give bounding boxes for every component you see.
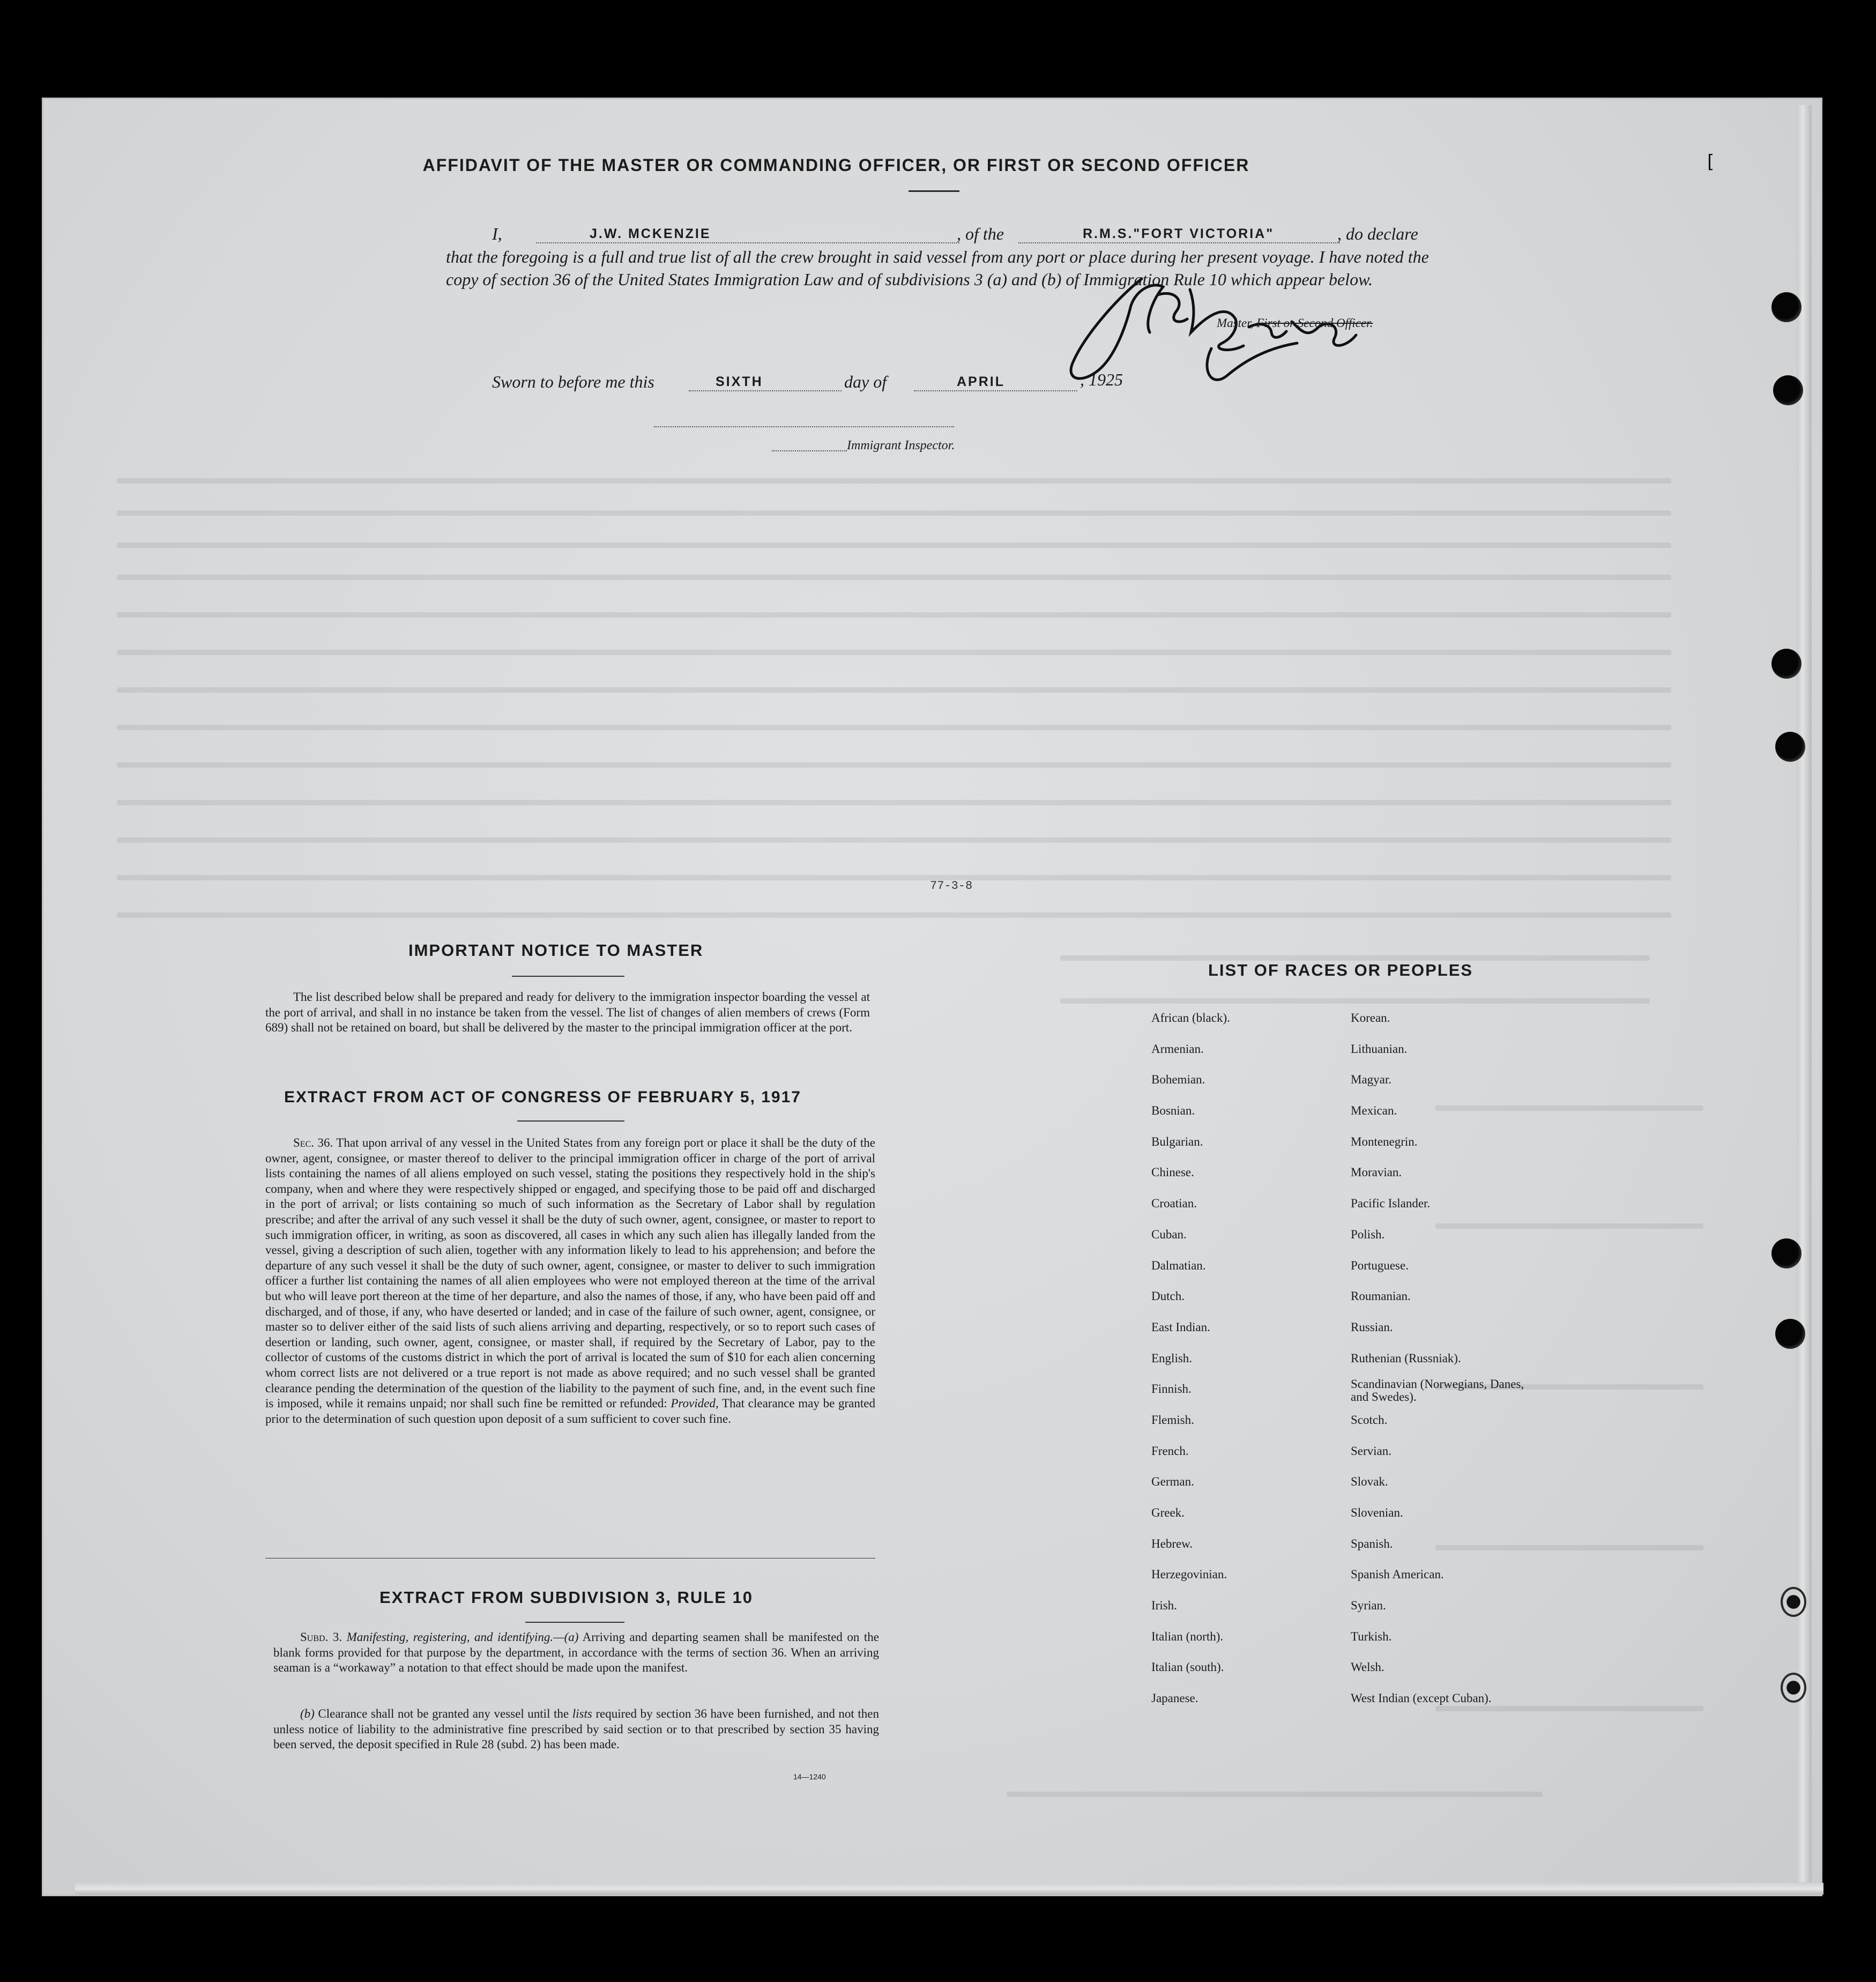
inspector-caption-line: [772, 450, 847, 451]
race-item: Syrian.: [1351, 1599, 1386, 1613]
race-item: Flemish.: [1151, 1413, 1194, 1427]
race-item: Lithuanian.: [1351, 1042, 1408, 1056]
act-extract-rule: [517, 1120, 624, 1122]
race-item: Cuban.: [1151, 1227, 1187, 1241]
signature-caption-struck: First or Second Officer.: [1256, 316, 1373, 330]
vessel-name-line: [1018, 242, 1340, 243]
race-item: Spanish American.: [1351, 1568, 1444, 1582]
binder-hole-icon: [1771, 649, 1801, 679]
race-item: Chinese.: [1151, 1166, 1194, 1179]
race-item: Turkish.: [1351, 1629, 1392, 1643]
rule-extract-rule: [525, 1622, 624, 1623]
race-item: Herzegovinian.: [1151, 1568, 1227, 1582]
notice-title: IMPORTANT NOTICE TO MASTER: [408, 941, 704, 960]
race-item: Finnish.: [1151, 1382, 1192, 1396]
signature-caption: [1217, 316, 1373, 330]
race-item: Dalmatian.: [1151, 1258, 1206, 1272]
race-item: Ruthenian (Russniak).: [1351, 1351, 1461, 1365]
notice-text: The list described below shall be prepared and ready for delivery to the immigration inspector boarding the vessel at the port of arrival, and shall in no instance be taken from the vessel. The list of changes of alien members of crews (Form 689) shall not be retained on board, but shall be delivered by the master to the principal immigration officer at the port.: [265, 990, 870, 1035]
rule-extract-text-b: [273, 1706, 879, 1753]
affidavit-of-the: , of the: [957, 224, 1004, 243]
race-item: Italian (north).: [1151, 1629, 1224, 1643]
race-item: Armenian.: [1151, 1042, 1204, 1056]
race-item: Magyar.: [1351, 1073, 1392, 1087]
master-name-line: [536, 242, 959, 243]
affidavit-body: that the foregoing is a full and true list of all the crew brought in said vessel from any port or place during her present voyage. I have noted the copy of section 36 of the United States Immigration Law and of subdivisions 3 (a) and (b) of Immigration Rule 10 which appear below.: [446, 247, 1429, 289]
affidavit-do-declare: , do declare: [1337, 224, 1418, 243]
sworn-prefix: Sworn to before me this: [492, 372, 654, 391]
binder-hole-icon: [1775, 1319, 1805, 1349]
faint-stamp: 77-3-8: [930, 879, 973, 893]
inspector-caption: Immigrant Inspector.: [847, 439, 955, 452]
sworn-year: , 1925: [1080, 370, 1123, 389]
corner-bracket-mark: [: [1707, 151, 1715, 173]
races-column-1: [1151, 1003, 1230, 1714]
race-item: Mexican.: [1351, 1104, 1397, 1118]
section-label: Sec. 36.: [293, 1136, 333, 1149]
sworn-day: SIXTH: [716, 374, 763, 389]
race-item: Croatian.: [1151, 1197, 1197, 1211]
race-item: French.: [1151, 1444, 1189, 1458]
race-item: Bosnian.: [1151, 1104, 1195, 1118]
provided-label: Provided,: [671, 1397, 719, 1411]
form-number: 14—1240: [793, 1772, 826, 1781]
race-item: Scandinavian (Norwegians, Danes, and Swedes).: [1351, 1377, 1524, 1404]
inspector-signature-line: [654, 426, 954, 427]
binder-hole-icon: [1775, 732, 1805, 762]
sworn-day-line: [689, 390, 842, 391]
race-item: West Indian (except Cuban).: [1351, 1691, 1492, 1705]
race-item: Bulgarian.: [1151, 1134, 1203, 1148]
race-item: Spanish.: [1351, 1536, 1393, 1550]
binder-hole-icon: [1771, 292, 1801, 322]
race-item: African (black).: [1151, 1011, 1230, 1025]
race-item: Hebrew.: [1151, 1536, 1193, 1550]
subd-a-label: —(a): [553, 1630, 579, 1644]
act-extract-title: EXTRACT FROM ACT OF CONGRESS OF FEBRUARY 5, 1917: [284, 1088, 801, 1106]
race-item: Dutch.: [1151, 1289, 1185, 1303]
subd-b-label: (b): [300, 1707, 315, 1720]
race-item: Pacific Islander.: [1351, 1197, 1431, 1211]
vessel-name: R.M.S."FORT VICTORIA": [1083, 226, 1275, 241]
race-item: Slovak.: [1351, 1475, 1388, 1489]
race-item: Scotch.: [1351, 1413, 1388, 1427]
page-edge: [1797, 105, 1812, 1882]
race-item: Bohemian.: [1151, 1073, 1205, 1087]
race-item: East Indian.: [1151, 1320, 1210, 1334]
rule-extract-text: [273, 1630, 879, 1676]
binder-hole-icon: [1781, 1673, 1806, 1703]
race-item: Roumanian.: [1351, 1289, 1411, 1303]
race-item: Servian.: [1351, 1444, 1392, 1458]
subd-b-text-1: Clearance shall not be granted any vessel until the: [318, 1707, 569, 1720]
binder-hole-icon: [1771, 1238, 1801, 1268]
section-text: That upon arrival of any vessel in the United States from any foreign port or place it shall be the duty of the owner, agent, consignee, or master thereof to deliver to the principal immigration officer in charge of the port of arrival lists containing the names of all aliens employed on such vessel, stating the positions they respectively hold in the ship's company, when and where they were respectively shipped or engaged, and specifying those to be paid off and discharged in the port of arrival; or lists containing so much of such information as the Secretary of Labor shall by regulation prescribe; and after the arrival of any such vessel it shall be the duty of such owner, agent, consignee, or master to report to such immigration officer, in writing, as soon as discovered, all cases in which any such alien has illegally landed from the vessel, giving a description of such alien, together with any information likely to lead to his apprehension; and before the departure of any such vessel it shall be the duty of such owner, agent, consignee, or master to deliver to such immigration officer a further list containing the names of all alien employees who were not employed thereon at the time of the arrival but who will leave port thereon at the time of her departure, and also the names of those, if any, who have been paid off and discharged, and of those, if any, who have deserted or landed; and in case of the failure of such owner, agent, consignee, or master so to deliver either of the said lists of such aliens arriving and departing, respectively, or so to report such cases of desertion or landing, such owner, agent, consignee, or master shall, if required by the Secretary of Labor, pay to the collector of customs of the customs district in which the port of arrival is located the sum of $10 for each alien concerning whom correct lists are not delivered or a true report is not made as above required; and no such vessel shall be granted clearance pending the determination of the question of the liability to the payment of such fine, and, in the event such fine is imposed, while it remains unpaid; nor shall such fine be remitted or refunded:: [265, 1136, 875, 1411]
rule-extract-title: EXTRACT FROM SUBDIVISION 3, RULE 10: [379, 1588, 753, 1607]
race-item: Portuguese.: [1351, 1258, 1409, 1272]
affidavit-title: AFFIDAVIT OF THE MASTER OR COMMANDING OFFICER, OR FIRST OR SECOND OFFICER: [422, 155, 1250, 175]
title-rule: [909, 190, 959, 192]
races-title: LIST OF RACES OR PEOPLES: [1208, 961, 1473, 979]
race-item: English.: [1151, 1351, 1193, 1365]
subd-heading: Manifesting, registering, and identifying.: [346, 1630, 554, 1644]
signature-caption-master: Master,: [1217, 316, 1254, 330]
master-name: J.W. MCKENZIE: [590, 226, 711, 241]
section-text-end: That clearance may be granted prior to the determination of such question upon deposit of a sum sufficient to cover such fine.: [265, 1397, 875, 1426]
notice-title-rule: [512, 976, 624, 977]
sworn-day-of: day of: [844, 372, 887, 391]
sworn-month-line: [914, 390, 1077, 391]
race-item: Irish.: [1151, 1599, 1177, 1613]
race-item: Welsh.: [1351, 1660, 1384, 1674]
race-item: German.: [1151, 1475, 1194, 1489]
races-column-2: [1351, 1003, 1544, 1714]
subd-b-text-2: required by section 36 have been furnished, and not then unless notice of liability to the administrative fine prescribed by said section or to that prescribed by section 35 having been served, the deposit specified in Rule 28 (subd. 2) has been made.: [273, 1707, 880, 1751]
race-item: Montenegrin.: [1351, 1134, 1418, 1148]
race-item: Polish.: [1351, 1227, 1385, 1241]
race-item: Korean.: [1351, 1011, 1390, 1025]
binder-hole-icon: [1781, 1587, 1806, 1617]
page-bottom-edge: [75, 1883, 1823, 1895]
affidavit-i-label: I,: [492, 224, 502, 243]
subd-a-text: Arriving and departing seamen shall be manifested on the blank forms provided for that purpose by the department, in accordance with the terms of section 36. When an arriving seaman is a “workaway” a notation to that effect should be made upon the manifest.: [273, 1630, 879, 1675]
race-item: Slovenian.: [1351, 1506, 1403, 1519]
binder-hole-icon: [1773, 375, 1803, 405]
subd-label: Subd. 3.: [300, 1630, 343, 1644]
race-item: Moravian.: [1351, 1166, 1402, 1179]
race-item: Russian.: [1351, 1320, 1393, 1334]
sworn-month: APRIL: [957, 374, 1005, 389]
race-item: Japanese.: [1151, 1691, 1198, 1705]
race-item: Italian (south).: [1151, 1660, 1224, 1674]
subd-b-lists: lists: [572, 1707, 592, 1720]
act-extract-text: [265, 1135, 875, 1427]
race-item: Greek.: [1151, 1506, 1185, 1519]
